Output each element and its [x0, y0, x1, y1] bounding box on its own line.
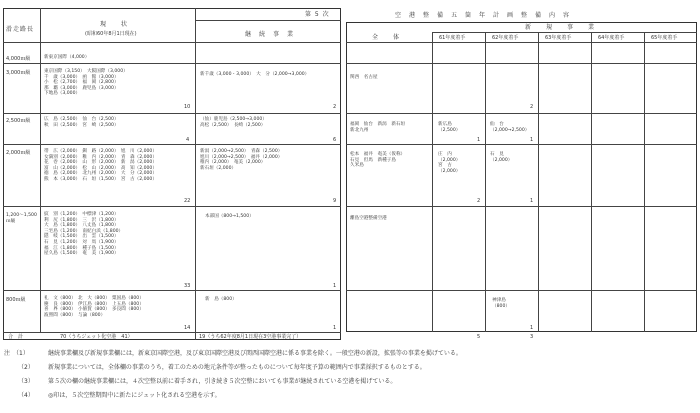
all-cell: 福岡 仙台 新潟 新石垣 新北九州 [350, 122, 406, 133]
note-number: （4） [18, 392, 34, 399]
right-col-divider [485, 32, 486, 332]
new-projects-header: 新 規 事 業 [525, 24, 596, 31]
year-column-header: 64年度着手 [598, 35, 625, 41]
year-cell: 石 見 （2,000） [490, 152, 513, 163]
row-scale: 2,500ｍ級 [6, 118, 31, 124]
year-count: 2 [530, 104, 534, 110]
row-scale: 4,000ｍ級 [6, 56, 31, 62]
note-text: 第５次の欄の継続事業欄には，４次空整以前に着手され，引き続き５次空整においても事業が継続されている空港を掲げている。 [48, 378, 397, 385]
year-total: 3 [530, 334, 534, 340]
year-count: 2 [477, 198, 481, 204]
note-text: ◎印は，５次空整期間中に新たにジェット化される空港を示す。 [48, 392, 221, 399]
all-column-header: 全 体 [372, 34, 401, 41]
airports-column-subheader: (昭和60年8月1日現在) [85, 31, 137, 37]
year-count: 1 [530, 325, 534, 331]
left-plan-divider [195, 20, 341, 21]
row-airports: 東京国際（3,150） 大阪国際（3,000） 千 歳（3,000） 函 館（3,000） 小 松（2,700） 福 岡（2,800） 那 覇（3,000） 鹿児島（3,000） 下地島（3,000） [44, 69, 128, 97]
scale-column-header: 滑走路長 [6, 26, 35, 33]
year-count: 1 [477, 137, 481, 143]
airports-column-header: 現 状 [100, 21, 129, 28]
right-col-divider [432, 32, 433, 332]
row-divider [3, 113, 341, 114]
year-column-header: 65年度着手 [651, 35, 678, 41]
total-continuing: 19（うち62年度8月1日現在3空港事業完了） [199, 334, 302, 340]
row-divider [3, 144, 341, 145]
row-divider [346, 113, 697, 114]
year-count: 1 [530, 198, 534, 204]
year-column-header: 61年度着手 [439, 35, 466, 41]
year-cell: 庄 内 （2,000） 宮 古 （2,000） [438, 152, 461, 174]
continuing-column-header: 継 続 事 業 [245, 31, 295, 38]
row-count-continuing: 1 [333, 325, 337, 331]
row-continuing: 新 島（800） [205, 297, 237, 302]
left-col-divider-1 [40, 8, 41, 332]
row-count-continuing: 1 [333, 283, 337, 289]
row-divider [346, 63, 697, 64]
total-label: 合 計 [8, 334, 24, 340]
row-count-current: 4 [186, 137, 190, 143]
note-number: 注 （1） [4, 350, 29, 357]
total-current: 70（うちジェット化空港 41） [60, 334, 133, 340]
year-column-header: 63年度着手 [545, 35, 572, 41]
year-cell: 仙 台 （2,000→2,500） [490, 122, 530, 133]
right-col-divider [644, 32, 645, 332]
note-number: （2） [18, 364, 34, 371]
row-count-continuing: 6 [333, 137, 337, 143]
note-number: （3） [18, 378, 34, 385]
note-text: 新規事業については，全体欄の事業のうち，着工のための地元条件等が整ったものについて毎年度予算の範囲内で事業採択するものとする。 [48, 364, 426, 371]
row-divider [346, 206, 697, 207]
year-column-header: 62年度着手 [492, 35, 519, 41]
row-airports: 広 島（2,500） 仙 台（2,500） 秋 田（2,500） 宮 崎（2,500） [44, 117, 119, 128]
right-table-title: 空 港 整 備 五 箇 年 計 画 整 備 内 容 [395, 12, 571, 19]
row-count-current: 33 [184, 283, 191, 289]
row-continuing: 新潟（2,000→2,500） 青森（2,500） 旭川（2,000→2,500） 福井（2,000） 稚内（2,000） 奄美（2,000） 新石垣（2,000） [200, 149, 283, 171]
row-divider [3, 206, 341, 207]
right-header-divider-1 [432, 32, 697, 33]
all-cell: 関西 名古屋 [350, 75, 378, 80]
row-scale: 2,000ｍ級 [6, 150, 31, 156]
row-airports: 紋 別（1,200） 中標津（1,200） 利 尻（1,800） 三 沢（1,800） 大 島（1,800） 八丈島（1,800） 三宅島（1,200） 南紀白浜（1,800） 隠 岐（1,500） 出 雲（1,500） 石 見（1,200） 対 馬（1,900） 福 江（1,800） 種子島（1,500） 屋久島（1,500） 奄 美（1,900） [44, 212, 124, 257]
left-header-divider [3, 42, 341, 43]
plan-title: 第 5 次 [305, 11, 330, 18]
row-divider [346, 290, 697, 291]
all-cell: 離島空港整備空港 [350, 216, 387, 221]
row-count-current: 22 [184, 198, 191, 204]
row-continuing: 本部国（800→1,500） [205, 214, 254, 219]
row-divider [346, 144, 697, 145]
row-airports: 帯 広（2,000） 釧 路（2,000） 旭 川（2,000） 女満別（2,000） 稚 内（2,000） 青 森（2,000） 花 巻（2,000） 山 形（2,000） 新 潟（2,000） 富 山（2,000） 松 山（2,000） 高 知（2,000） 徳 島（2,000） 北九州（2,000） 大 分（2,000） 熊 本（3,000） 石 垣（1,500） 宮 古（2,000） [44, 149, 157, 182]
right-col-divider [538, 32, 539, 332]
row-count-continuing: 2 [333, 104, 337, 110]
row-divider [3, 332, 341, 333]
row-count-continuing: 9 [333, 198, 337, 204]
row-airports: 礼 文（800） 北 大（800） 粟国島（800） 慶 良（800） 伊江島（800） 上五島（800） 喜 界（800） 小値賀（800） 多良間（800） 波照間（800） 与論（800） [44, 296, 144, 318]
all-cell: 松本 福井 奄美（仮称） 石見 但馬 新種子島 久米島 [350, 152, 406, 169]
row-scale: 3,000ｍ級 [6, 70, 31, 76]
row-continuing: 新千歳（3,000・3,000） 大 分（2,000→3,000） [200, 72, 310, 77]
row-scale: 800ｍ級 [6, 297, 26, 303]
row-divider [3, 290, 341, 291]
row-continuing: （仙）鹿児島（2,500→3,000） 高松（2,500） 長崎（2,500） [200, 117, 267, 128]
year-total: 5 [477, 334, 481, 340]
year-count: 1 [530, 137, 534, 143]
row-scale: 1,200～1,500ｍ級 [6, 213, 37, 224]
year-cell: 神津島 （800） [492, 298, 510, 309]
row-count-current: 10 [184, 104, 191, 110]
row-divider [3, 63, 341, 64]
year-cell: 新広島 （2,500） [438, 122, 461, 133]
row-airports: 新東京国際（4,000） [44, 55, 90, 60]
row-count-current: 14 [184, 325, 191, 331]
right-col-divider [591, 32, 592, 332]
note-text: 継続事業欄及び新規事業欄には，新東京国際空港，及び東京国際空港及び関西国際空港に係る事業を除く。一般空港の新設，拡張等の事業を掲げている。 [48, 350, 462, 357]
